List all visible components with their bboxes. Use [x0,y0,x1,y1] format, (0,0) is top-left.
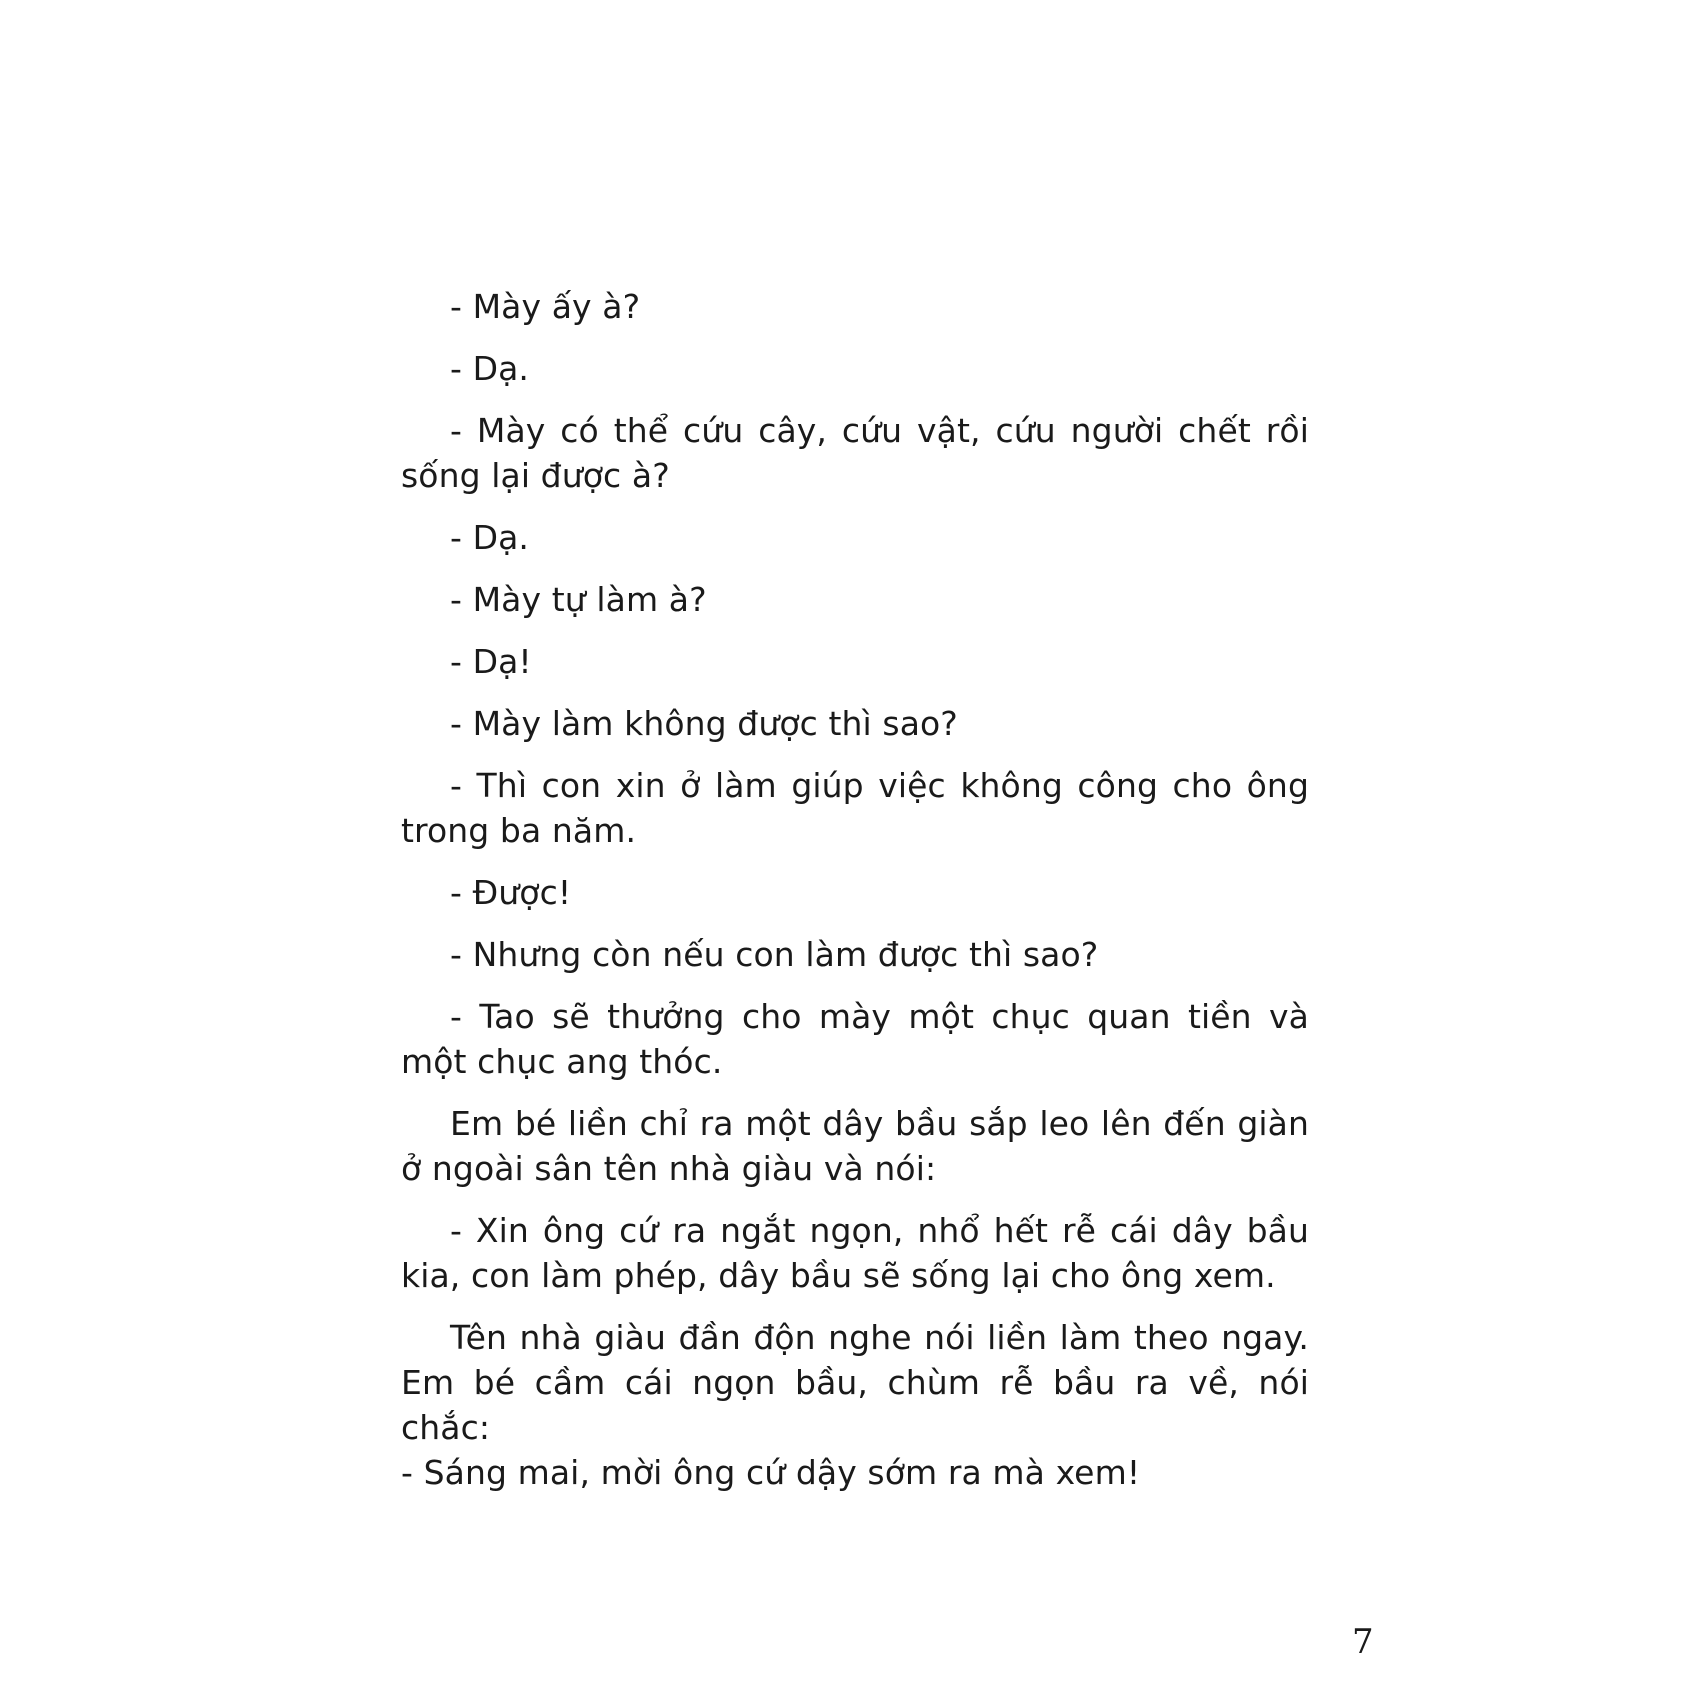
page-number: 7 [1352,1622,1374,1662]
dialogue-line: - Nhưng còn nếu con làm được thì sao? [450,935,1099,974]
dialogue-line: - Dạ! [450,642,532,681]
dialogue-line: - Được! [450,873,572,912]
narration-paragraph: Em bé liền chỉ ra một dây bầu sắp leo lên đến giàn ở ngoài sân tên nhà giàu và nói: [401,1104,1309,1188]
dialogue-line: - Mày ấy à? [450,287,641,326]
dialogue-line: - Mày làm không được thì sao? [450,704,958,743]
dialogue-line: - Dạ. [450,349,530,388]
dialogue-line: - Tao sẽ thưởng cho mày một chục quan tiền và một chục ang thóc. [401,997,1309,1081]
dialogue-line: - Thì con xin ở làm giúp việc không công cho ông trong ba năm. [401,766,1309,850]
dialogue-line: - Xin ông cứ ra ngắt ngọn, nhổ hết rễ cái dây bầu kia, con làm phép, dây bầu sẽ sống lại cho ông xem. [401,1211,1309,1295]
dialogue-line: - Mày tự làm à? [450,580,707,619]
dialogue-line: - Sáng mai, mời ông cứ dậy sớm ra mà xem! [401,1453,1141,1492]
narration-paragraph: Tên nhà giàu đần độn nghe nói liền làm theo ngay. Em bé cầm cái ngọn bầu, chùm rễ bầu ra về, nói chắc: [401,1318,1309,1447]
story-text [401,284,1309,1512]
dialogue-line: - Dạ. [450,518,530,557]
dialogue-line: - Mày có thể cứu cây, cứu vật, cứu người chết rồi sống lại được à? [401,411,1309,495]
